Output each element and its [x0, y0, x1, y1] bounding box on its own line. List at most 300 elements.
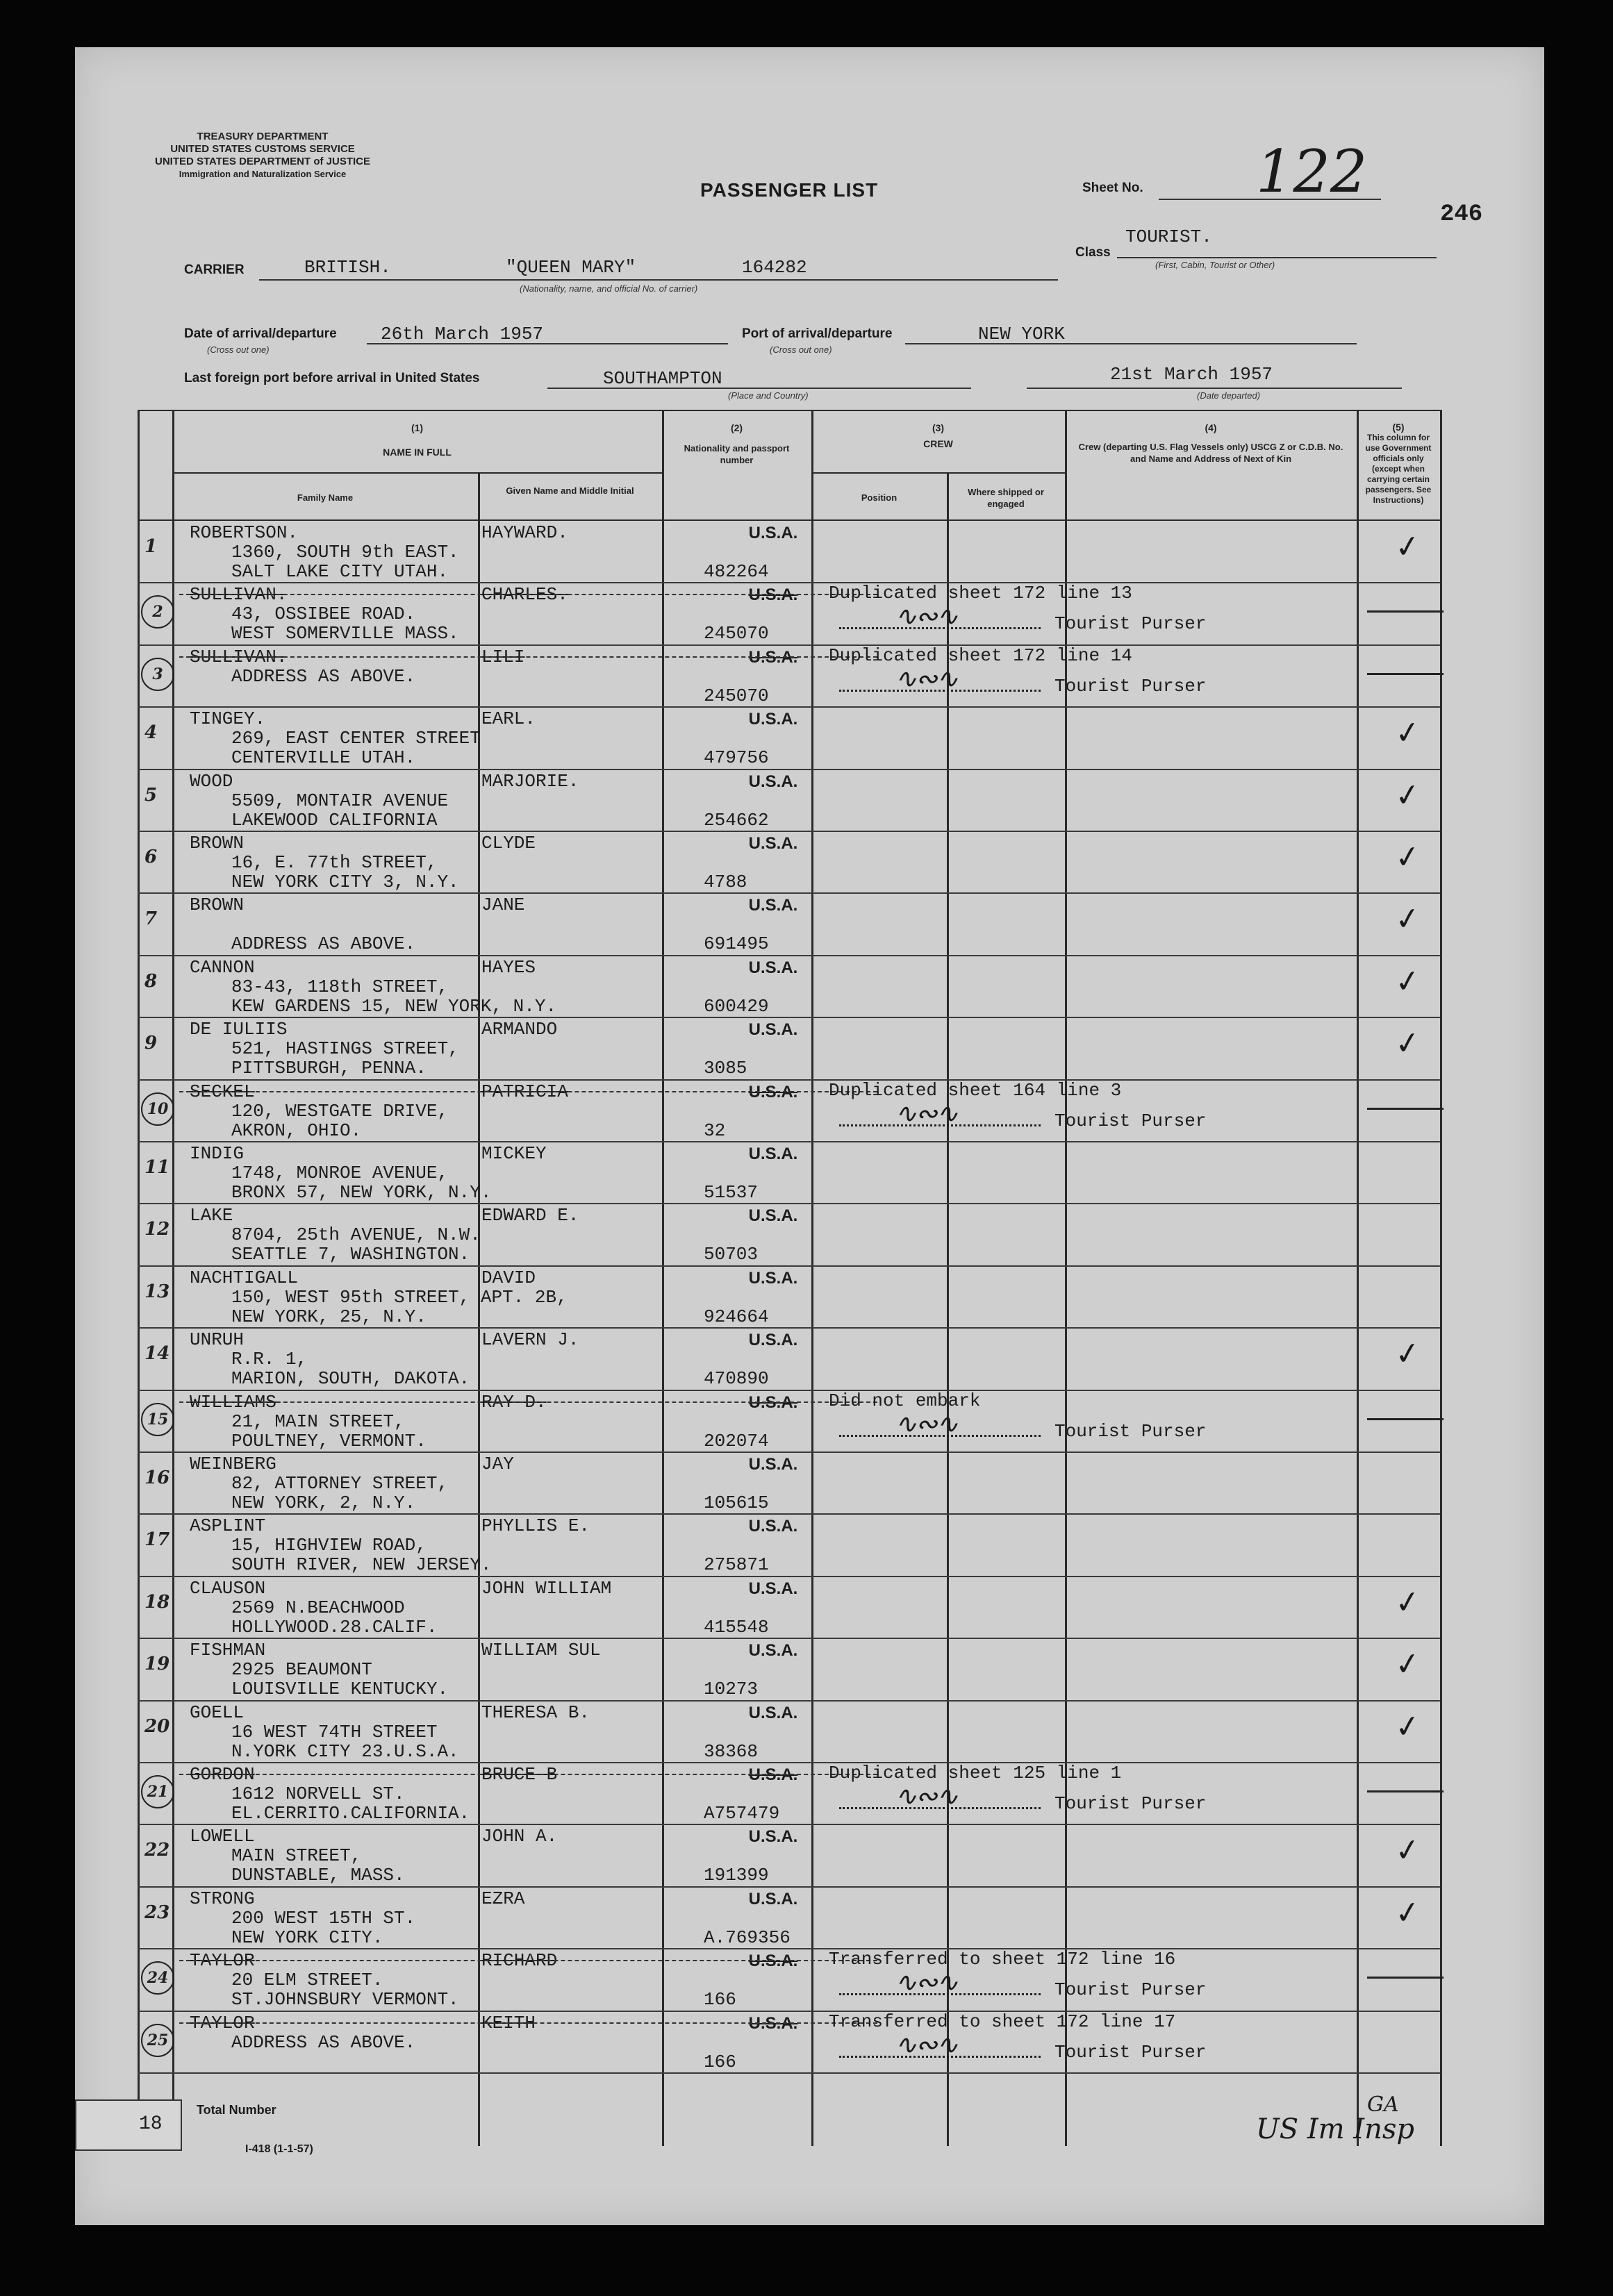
cancel-strike-line: [179, 1091, 877, 1092]
purser-title: Tourist Purser: [1054, 613, 1207, 635]
nationality: U.S.A.: [748, 1455, 798, 1474]
nationality: U.S.A.: [748, 1952, 798, 1971]
passport-number: 202074: [704, 1430, 769, 1451]
passport-number: 470890: [704, 1368, 769, 1390]
passport-number: 479756: [704, 747, 769, 769]
table-row: [75, 1328, 1544, 1390]
check-mark-icon: ✓: [1392, 1831, 1423, 1870]
row-number: 11: [144, 1157, 170, 1178]
row-number: 25: [141, 2024, 174, 2057]
given-name: EARL.: [481, 708, 536, 730]
crew-note: Transferred to sheet 172 line 17: [829, 2011, 1176, 2032]
address-line-1: 1748, MONROE AVENUE,: [231, 1163, 449, 1183]
check-mark-icon: ✓: [1392, 527, 1423, 567]
family-name: NACHTIGALL: [190, 1267, 299, 1288]
nationality: U.S.A.: [748, 1703, 798, 1722]
given-name: EDWARD E.: [481, 1205, 579, 1226]
passport-number: A757479: [704, 1803, 780, 1824]
total-box: [75, 2099, 182, 2151]
address-line-2: SEATTLE 7, WASHINGTON.: [231, 1244, 470, 1265]
family-name-header: Family Name: [297, 492, 354, 503]
passport-number: 38368: [704, 1740, 759, 1762]
passport-number: 166: [704, 1989, 736, 2011]
family-name: CLAUSON: [190, 1577, 266, 1599]
passport-number: 191399: [704, 1865, 769, 1886]
family-name: FISHMAN: [190, 1640, 266, 1661]
passport-number: 51537: [704, 1182, 759, 1203]
check-mark-icon: ✓: [1392, 1645, 1423, 1684]
family-name: WEINBERG: [190, 1454, 276, 1474]
table-row: [75, 1266, 1544, 1328]
nationality: U.S.A.: [748, 896, 798, 915]
crew-note: Duplicated sheet 164 line 3: [829, 1079, 1122, 1101]
address-line-1: 21, MAIN STREET,: [231, 1411, 405, 1432]
row-number: 21: [141, 1775, 174, 1808]
row-divider: [138, 2072, 1440, 2074]
row-number: 17: [144, 1529, 170, 1551]
col3-number: (3): [932, 422, 945, 433]
address-line-1: 20 ELM STREET.: [231, 1970, 383, 1991]
address-line-1: 269, EAST CENTER STREET: [231, 728, 481, 749]
col1-title: NAME IN FULL: [383, 447, 452, 458]
col5-number: (5): [1392, 422, 1405, 433]
table-row: [75, 1887, 1544, 1949]
family-name: WILLIAMS: [190, 1391, 276, 1413]
row-number: 19: [144, 1654, 170, 1675]
address-line-2: NEW YORK, 25, N.Y.: [231, 1306, 427, 1327]
address-line-2: POULTNEY, VERMONT.: [231, 1430, 427, 1451]
nationality: U.S.A.: [748, 585, 798, 605]
nationality: U.S.A.: [748, 1268, 798, 1288]
dash-mark-icon: [1367, 1790, 1444, 1792]
nationality: U.S.A.: [748, 1517, 798, 1536]
row-number: 22: [144, 1840, 170, 1861]
nationality: U.S.A.: [748, 1206, 798, 1226]
carrier-name: "QUEEN MARY": [506, 257, 636, 278]
table-row: [75, 1142, 1544, 1204]
table-row: [75, 1638, 1544, 1700]
passport-number: 245070: [704, 685, 769, 706]
row-number: 6: [144, 847, 158, 867]
address-line-2: BRONX 57, NEW YORK, N.Y.: [231, 1182, 492, 1203]
family-name: DE IULIIS: [190, 1019, 288, 1040]
purser-title: Tourist Purser: [1054, 1110, 1207, 1131]
form-number: I-418 (1-1-57): [245, 2143, 313, 2155]
table-row: [75, 1204, 1544, 1265]
purser-title: Tourist Purser: [1054, 2041, 1207, 2063]
crew-note: Duplicated sheet 172 line 13: [829, 583, 1132, 604]
family-name: WOOD: [190, 770, 233, 792]
carrier-hint: (Nationality, name, and official No. of carrier): [520, 283, 698, 294]
row-number: 23: [144, 1902, 170, 1923]
last-port-value: SOUTHAMPTON: [603, 368, 722, 389]
given-name: HAYWARD.: [481, 522, 568, 543]
given-name: JANE: [481, 895, 525, 916]
table-top-border: [138, 410, 1440, 411]
page-stamp: 246: [1440, 201, 1483, 228]
table-row: [75, 1017, 1544, 1079]
arrival-label: Date of arrival/departure: [184, 326, 337, 341]
row-number: 3: [141, 658, 174, 691]
crew-note: Duplicated sheet 172 line 14: [829, 644, 1132, 666]
row-number: 13: [144, 1281, 170, 1302]
address-line-1: R.R. 1,: [231, 1349, 308, 1370]
check-mark-icon: ✓: [1392, 900, 1423, 939]
col5-header: [1360, 422, 1437, 506]
row-number: 7: [144, 908, 158, 930]
check-mark-icon: ✓: [1392, 713, 1423, 753]
nationality: U.S.A.: [748, 647, 798, 667]
class-underline: [1117, 257, 1437, 258]
nationality: U.S.A.: [748, 1145, 798, 1163]
address-line-1: MAIN STREET,: [231, 1845, 362, 1867]
address-line-2: LAKEWOOD CALIFORNIA: [231, 809, 438, 831]
passport-number: 924664: [704, 1306, 769, 1327]
dash-mark-icon: [1367, 1418, 1444, 1420]
col5-title: This column for use Government officials only (except when carrying certain passengers. See Instructions): [1365, 433, 1432, 505]
address-line-2: SALT LAKE CITY UTAH.: [231, 561, 449, 582]
passport-number: 105615: [704, 1492, 769, 1513]
given-name: JOHN A.: [481, 1826, 558, 1847]
col4-header: [1075, 422, 1346, 465]
carrier-nationality: BRITISH.: [304, 257, 391, 278]
check-mark-icon: ✓: [1392, 838, 1423, 877]
port-value: NEW YORK: [978, 324, 1065, 344]
nationality: U.S.A.: [748, 524, 798, 542]
address-line-2: PITTSBURGH, PENNA.: [231, 1058, 427, 1079]
row-number: 16: [144, 1467, 170, 1488]
col3-header: [811, 422, 1065, 450]
given-name: PATRICIA: [481, 1081, 568, 1102]
passport-number: 32: [704, 1120, 726, 1141]
dash-mark-icon: [1367, 673, 1444, 675]
nationality: U.S.A.: [748, 710, 798, 729]
given-name: BRUCE B: [481, 1764, 558, 1785]
col4-title: Crew (departing U.S. Flag Vessels only) USCG Z or C.D.B. No. and Name and Address of Next of Kin: [1078, 442, 1343, 464]
col1-number: (1): [411, 422, 424, 433]
carrier-label: CARRIER: [184, 263, 245, 277]
total-value: 18: [139, 2113, 163, 2135]
family-name: TINGEY.: [190, 708, 266, 730]
row-number: 9: [144, 1033, 158, 1054]
table-row: [75, 956, 1544, 1017]
purser-signature-icon: ∿∾∿: [895, 663, 957, 694]
position-header: Position: [861, 492, 898, 503]
table-row: [75, 521, 1544, 583]
address-line-1: 43, OSSIBEE ROAD.: [231, 604, 416, 625]
col3-title: CREW: [923, 438, 953, 449]
address-line-1: ADDRESS AS ABOVE.: [231, 2031, 416, 2053]
passport-number: 415548: [704, 1616, 769, 1638]
passport-number: 166: [704, 2051, 736, 2072]
family-name: SULLIVAN.: [190, 584, 288, 606]
cancel-strike-line: [179, 1774, 877, 1775]
table-row: [75, 1701, 1544, 1763]
check-mark-icon: ✓: [1392, 1893, 1423, 1933]
address-line-1: 82, ATTORNEY STREET,: [231, 1473, 449, 1494]
given-name: MARJORIE.: [481, 770, 579, 792]
given-name: WILLIAM SUL: [481, 1640, 601, 1661]
row-number: 20: [144, 1715, 170, 1737]
family-name: SULLIVAN.: [190, 646, 288, 667]
family-name: TAYLOR: [190, 2012, 255, 2033]
class-label: Class: [1075, 245, 1111, 260]
address-line-2: CENTERVILLE UTAH.: [231, 747, 416, 769]
address-line-1: 16, E. 77th STREET,: [231, 852, 438, 873]
table-row: [75, 1514, 1544, 1576]
nationality: U.S.A.: [748, 834, 798, 853]
purser-signature-icon: ∿∾∿: [895, 1967, 957, 1998]
shipped-header: Where shipped or engaged: [968, 487, 1044, 509]
nationality: U.S.A.: [748, 2013, 798, 2033]
address-line-2: WEST SOMERVILLE MASS.: [231, 623, 459, 644]
passport-number: 3085: [704, 1058, 747, 1079]
nationality: U.S.A.: [748, 772, 798, 791]
family-name: STRONG: [190, 1888, 255, 1909]
nationality: U.S.A.: [748, 1579, 798, 1598]
family-name: BROWN: [190, 895, 245, 916]
row-number: 12: [144, 1219, 170, 1240]
address-line-2: N.YORK CITY 23.U.S.A.: [231, 1740, 459, 1762]
given-name: LILI: [481, 646, 525, 667]
crew-note: Did not embark: [829, 1390, 981, 1411]
address-line-1: 15, HIGHVIEW ROAD,: [231, 1535, 427, 1556]
date-departed-hint: (Date departed): [1197, 390, 1261, 401]
table-row: [75, 831, 1544, 893]
given-name: CLYDE: [481, 833, 536, 854]
given-name: KEITH: [481, 2012, 536, 2033]
given-name-header: Given Name and Middle Initial: [506, 485, 634, 496]
purser-title: Tourist Purser: [1054, 1420, 1207, 1442]
dash-mark-icon: [1367, 1108, 1444, 1110]
address-line-1: ADDRESS AS ABOVE.: [231, 665, 416, 687]
row-number: 2: [141, 595, 174, 629]
family-name: GOELL: [190, 1702, 245, 1723]
given-name: THERESA B.: [481, 1702, 590, 1723]
nationality: U.S.A.: [748, 1827, 798, 1847]
margin-note: GA: [1367, 2093, 1399, 2117]
passport-number: 245070: [704, 623, 769, 644]
place-hint: (Place and Country): [728, 390, 809, 401]
class-value: TOURIST.: [1125, 226, 1212, 247]
agency-header: [117, 131, 408, 181]
crew-subheader-line: [811, 472, 1065, 474]
given-name: HAYES: [481, 956, 536, 978]
passport-number: 691495: [704, 933, 769, 955]
table-row: [75, 893, 1544, 955]
family-name: LAKE: [190, 1205, 233, 1226]
table-row: [75, 645, 1544, 707]
agency-line-4: Immigration and Naturalization Service: [179, 169, 347, 179]
col1-header: [172, 422, 662, 458]
row-number: 10: [141, 1092, 174, 1126]
row-number: 5: [144, 784, 158, 806]
purser-title: Tourist Purser: [1054, 675, 1207, 697]
nationality: U.S.A.: [748, 1641, 798, 1661]
family-name: INDIG: [190, 1143, 245, 1164]
given-name: JAY: [481, 1454, 514, 1474]
row-number: 8: [144, 970, 158, 992]
address-line-1: 150, WEST 95th STREET, APT. 2B,: [231, 1286, 568, 1308]
port-cross-hint: (Cross out one): [770, 344, 832, 355]
given-name: JOHN WILLIAM: [481, 1577, 612, 1599]
table-row: [75, 1949, 1544, 2011]
col2-title: Nationality and passport number: [684, 443, 790, 465]
address-line-2: ADDRESS AS ABOVE.: [231, 933, 416, 955]
address-line-2: SOUTH RIVER, NEW JERSEY.: [231, 1554, 492, 1576]
address-line-1: 1612 NORVELL ST.: [231, 1783, 405, 1804]
class-hint: (First, Cabin, Tourist or Other): [1155, 260, 1275, 270]
family-name: ASPLINT: [190, 1515, 266, 1537]
crew-note: Transferred to sheet 172 line 16: [829, 1949, 1176, 1970]
address-line-2: EL.CERRITO.CALIFORNIA.: [231, 1803, 470, 1824]
family-name: ROBERTSON.: [190, 522, 299, 543]
address-line-1: 120, WESTGATE DRIVE,: [231, 1100, 449, 1122]
table-row: [75, 2011, 1544, 2073]
nationality: U.S.A.: [748, 1020, 798, 1040]
nationality: U.S.A.: [748, 1765, 798, 1784]
given-name: PHYLLIS E.: [481, 1515, 590, 1537]
family-name: GORDON: [190, 1764, 255, 1785]
family-name: UNRUH: [190, 1329, 245, 1351]
nationality: U.S.A.: [748, 958, 798, 977]
crew-note: Duplicated sheet 125 line 1: [829, 1763, 1122, 1783]
table-row: [75, 1390, 1544, 1452]
last-port-label: Last foreign port before arrival in United States: [184, 371, 480, 385]
purser-title: Tourist Purser: [1054, 1979, 1207, 2001]
cancel-strike-line: [179, 1401, 877, 1403]
col4-number: (4): [1205, 422, 1217, 433]
cancel-strike-line: [179, 1960, 877, 1961]
row-number: 18: [144, 1591, 170, 1613]
address-line-1: 2569 N.BEACHWOOD: [231, 1597, 405, 1618]
passport-number: 275871: [704, 1554, 769, 1576]
purser-signature-icon: ∿∾∿: [895, 1097, 957, 1129]
carrier-number: 164282: [742, 257, 807, 278]
family-name: BROWN: [190, 833, 245, 854]
address-line-2: ST.JOHNSBURY VERMONT.: [231, 1989, 459, 2011]
table-row: [75, 707, 1544, 769]
inspector-signature: US Im Insp: [1256, 2113, 1414, 2145]
passport-number: 600429: [704, 995, 769, 1017]
nationality: U.S.A.: [748, 1082, 798, 1101]
check-mark-icon: ✓: [1392, 776, 1423, 815]
check-mark-icon: ✓: [1392, 962, 1423, 1001]
table-row: [75, 1824, 1544, 1886]
agency-line-2: UNITED STATES CUSTOMS SERVICE: [170, 143, 355, 155]
passport-number: 10273: [704, 1679, 759, 1700]
given-name: ARMANDO: [481, 1019, 558, 1040]
purser-title: Tourist Purser: [1054, 1793, 1207, 1814]
passenger-list-sheet: [75, 47, 1544, 2225]
purser-signature-icon: ∿∾∿: [895, 1781, 957, 1811]
check-mark-icon: ✓: [1392, 1024, 1423, 1063]
row-number: 24: [141, 1961, 174, 1995]
given-name: MICKEY: [481, 1143, 547, 1164]
date-departed-underline: [1027, 388, 1402, 389]
col2-header: [672, 422, 801, 466]
family-name: SECKEL: [190, 1081, 255, 1102]
table-row: [75, 1452, 1544, 1514]
given-name: RAY D.: [481, 1391, 547, 1413]
name-subheader-line: [172, 472, 662, 474]
carrier-underline: [259, 279, 1058, 281]
address-line-2: HOLLYWOOD.28.CALIF.: [231, 1616, 438, 1638]
port-underline: [905, 343, 1357, 344]
address-line-1: 2925 BEAUMONT: [231, 1659, 372, 1681]
address-line-1: 8704, 25th AVENUE, N.W.: [231, 1224, 481, 1246]
address-line-1: 5509, MONTAIR AVENUE: [231, 790, 449, 811]
col2-number: (2): [730, 422, 743, 433]
passport-number: A.769356: [704, 1927, 791, 1948]
passport-number: 50703: [704, 1244, 759, 1265]
address-line-1: 200 WEST 15TH ST.: [231, 1907, 416, 1929]
cancel-strike-line: [179, 656, 877, 658]
total-label: Total Number: [197, 2103, 276, 2117]
purser-signature-icon: ∿∾∿: [895, 601, 957, 632]
family-name: LOWELL: [190, 1826, 255, 1847]
nationality: U.S.A.: [748, 1331, 798, 1350]
check-mark-icon: ✓: [1392, 1583, 1423, 1622]
address-line-1: 16 WEST 74TH STREET: [231, 1721, 438, 1742]
row-number: 1: [144, 536, 158, 557]
table-row: [75, 583, 1544, 644]
row-number: 15: [141, 1403, 174, 1436]
given-name: RICHARD: [481, 1950, 558, 1972]
address-line-1: 521, HASTINGS STREET,: [231, 1038, 459, 1060]
agency-line-1: TREASURY DEPARTMENT: [197, 131, 329, 142]
address-line-2: NEW YORK, 2, N.Y.: [231, 1492, 416, 1513]
agency-line-3: UNITED STATES DEPARTMENT of JUSTICE: [154, 156, 370, 167]
address-line-2: NEW YORK CITY 3, N.Y.: [231, 872, 459, 892]
purser-signature-icon: ∿∾∿: [895, 2029, 957, 2060]
sheet-label: Sheet No.: [1082, 181, 1143, 195]
nationality: U.S.A.: [748, 1392, 798, 1412]
given-name: EZRA: [481, 1888, 525, 1909]
check-mark-icon: ✓: [1392, 1334, 1423, 1374]
given-name: DAVID: [481, 1267, 536, 1288]
address-line-2: DUNSTABLE, MASS.: [231, 1865, 405, 1886]
arrival-value: 26th March 1957: [381, 324, 544, 344]
family-name: TAYLOR: [190, 1950, 255, 1972]
passport-number: 254662: [704, 809, 769, 831]
row-number: 14: [144, 1343, 170, 1365]
address-line-2: NEW YORK CITY.: [231, 1927, 383, 1948]
sheet-number: 122: [1256, 138, 1368, 206]
table-row: [75, 1763, 1544, 1824]
passport-number: 4788: [704, 872, 747, 892]
address-line-2: LOUISVILLE KENTUCKY.: [231, 1679, 449, 1700]
purser-signature-icon: ∿∾∿: [895, 1408, 957, 1439]
dash-mark-icon: [1367, 610, 1444, 613]
given-name: LAVERN J.: [481, 1329, 579, 1351]
cancel-strike-line: [179, 2022, 877, 2024]
passport-number: 482264: [704, 561, 769, 582]
table-row: [75, 1577, 1544, 1638]
check-mark-icon: ✓: [1392, 1707, 1423, 1746]
form-title: PASSENGER LIST: [700, 179, 879, 201]
port-label: Port of arrival/departure: [742, 326, 893, 341]
cancel-strike-line: [179, 594, 877, 595]
table-row: [75, 1080, 1544, 1142]
family-name: CANNON: [190, 956, 255, 978]
address-line-1: 83-43, 118th STREET,: [231, 976, 449, 997]
dash-mark-icon: [1367, 1977, 1444, 1979]
nationality: U.S.A.: [748, 1889, 798, 1908]
arrival-cross-hint: (Cross out one): [207, 344, 270, 355]
address-line-1: 1360, SOUTH 9th EAST.: [231, 542, 459, 563]
address-line-2: MARION, SOUTH, DAKOTA.: [231, 1368, 470, 1390]
